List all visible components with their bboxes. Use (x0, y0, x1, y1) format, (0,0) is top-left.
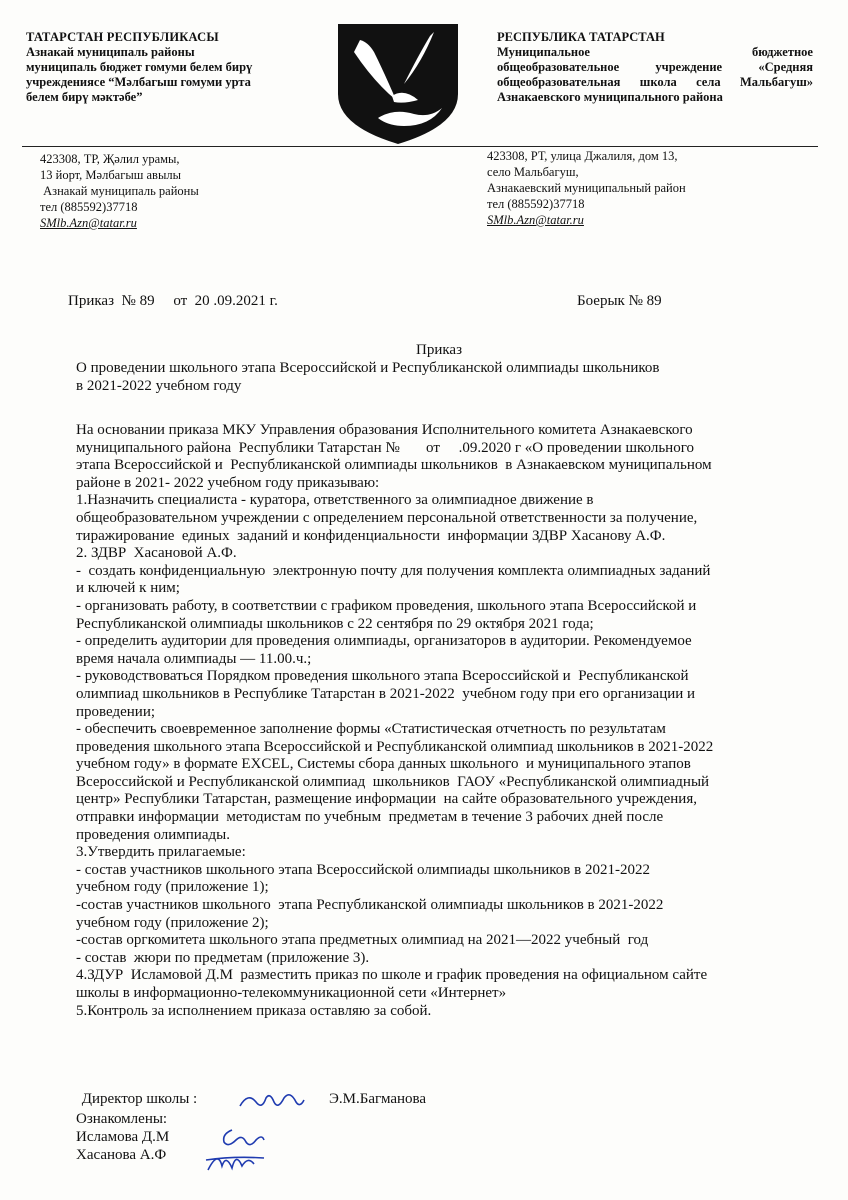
body-line: центр» Республики Татарстан, размещение информации на сайте образовательного учреждения, (76, 791, 697, 808)
address-left (40, 151, 300, 231)
body-line: -состав оргкомитета школьного этапа предметных олимпиад на 2021—2022 учебный год (76, 932, 649, 949)
emblem (334, 22, 462, 146)
header-right-line: Муниципальное бюджетное (497, 45, 813, 59)
body-line: Всероссийской и Республиканской олимпиад школьников ГАОУ «Республиканской олимпиадный (76, 773, 710, 790)
body-line: отправки информации методистам по учебным предметам в течение 3 рабочих дней после (76, 809, 664, 826)
body-line: учебном году (приложение 1); (76, 879, 269, 896)
header-right-line: общеобразовательная школа села Мальбагуш» (497, 75, 813, 89)
header-left-line: Азнакай муниципаль районы (26, 45, 195, 59)
body-line: - состав жюри по предметам (приложение 3). (76, 949, 370, 966)
body-line: - состав участников школьного этапа Всероссийской олимпиады школьников в 2021-2022 (76, 861, 650, 878)
body-line: - руководствоваться Порядком проведения школьного этапа Всероссийской и Республиканской (76, 668, 689, 685)
address-line: Азнакай муниципаль районы (40, 184, 199, 198)
subject-line: О проведении школьного этапа Всероссийской и Республиканской олимпиады школьников (76, 360, 660, 376)
body-line: 3.Утвердить прилагаемые: (76, 844, 246, 861)
acknowledged-block (76, 1111, 169, 1164)
order-number-tatar: Боерык № 89 (577, 293, 662, 309)
body-line: 4.ЗДУР Исламовой Д.М разместить приказ по школе и график проведения на официальном сайте (76, 967, 708, 984)
address-line: 13 йорт, Мәлбагыш авылы (40, 168, 181, 182)
acknowledged-name: Хасанова А.Ф (76, 1146, 167, 1163)
body-line: проведения школьного этапа Всероссийской и Республиканской олимпиад школьников в 2021-2022 (76, 738, 714, 755)
body-line: - создать конфиденциальную электронную почту для получения комплекта олимпиадных заданий (76, 562, 711, 579)
email-link-right[interactable]: SMlb.Azn@tatar.ru (487, 213, 584, 227)
signature-label: Директор школы : (78, 1091, 198, 1107)
header-left-title: ТАТАРСТАН РЕСПУБЛИКАСЫ (26, 30, 219, 44)
order-subject (76, 360, 796, 395)
body-line: 2. ЗДВР Хасановой А.Ф. (76, 545, 237, 562)
address-line: село Мальбагуш, (487, 165, 579, 179)
body-line: районе в 2021- 2022 учебном году приказываю: (76, 474, 380, 491)
body-line: этапа Всероссийской и Республиканской олимпиады школьников в Азнакаевском муниципальном (76, 457, 712, 474)
subject-line: в 2021-2022 учебном году (76, 377, 242, 394)
acknowledged-title: Ознакомлены: (76, 1111, 168, 1127)
body-line: На основании приказа МКУ Управления образования Исполнительного комитета Азнакаевского (76, 422, 693, 438)
body-line: учебном году (приложение 2); (76, 914, 269, 931)
header-right-line: Азнакаевского муниципального района (497, 90, 723, 104)
body-line: 1.Назначить специалиста - куратора, ответственного за олимпиадное движение в (76, 492, 594, 509)
order-title: Приказ (416, 342, 463, 358)
address-line: Азнакаевский муниципальный район (487, 181, 686, 195)
body-line: тиражирование единых заданий и конфиденциальности информации ЗДВР Хасанову А.Ф. (76, 527, 666, 544)
body-line: Республиканской олимпиады школьников с 22 сентября по 29 октября 2021 года; (76, 615, 594, 632)
body-line: общеобразовательном учреждении с определением персональной ответственности за получение, (76, 509, 698, 526)
director-signature-icon (236, 1088, 306, 1114)
body-line: олимпиад школьников в Республике Татарстан в 2021-2022 учебном году при его организации и (76, 685, 696, 702)
director-name: Э.М.Багманова (329, 1091, 427, 1107)
header-left-block (26, 30, 326, 105)
signature-khasanova-icon (204, 1146, 266, 1176)
body-line: и ключей к ним; (76, 580, 180, 597)
body-line: время начала олимпиады — 11.00.ч.; (76, 650, 312, 667)
body-line: школы в информационно-телекоммуникационной сети «Интернет» (76, 985, 507, 1001)
body-line: муниципального района Республики Татарстан № от .09.2020 г «О проведении школьного (76, 439, 694, 456)
address-right (487, 148, 787, 228)
body-line: 5.Контроль за исполнением приказа оставляю за собой. (76, 1002, 432, 1019)
body-line: -состав участников школьного этапа Республиканской олимпиады школьников в 2021-2022 (76, 897, 664, 914)
header-right-line: общеобразовательное учреждение «Средняя (497, 60, 813, 74)
body-line: - организовать работу, в соответствии с графиком проведения, школьного этапа Всероссийской и (76, 597, 697, 614)
bird-emblem-icon (334, 22, 462, 146)
address-line: 423308, РТ, улица Джалиля, дом 13, (487, 149, 678, 163)
header-divider (22, 146, 818, 147)
body-line: - определить аудитории для проведения олимпиады, организаторов в аудитории. Рекомендуемое (76, 633, 692, 650)
body-line: - обеспечить своевременное заполнение формы «Статистическая отчетность по результатам (76, 721, 666, 738)
order-number-date: Приказ № 89 от 20 .09.2021 г. (68, 293, 278, 309)
body-line: проведении; (76, 703, 156, 720)
body-line: учебном году» в формате EXCEL, Системы сбора данных школьного и муниципального этапов (76, 756, 691, 773)
address-line: тел (885592)37718 (487, 197, 585, 211)
address-line: тел (885592)37718 (40, 200, 138, 214)
acknowledged-name: Исламова Д.М (76, 1128, 170, 1145)
header-right-block (497, 30, 813, 105)
body-line: проведения олимпиады. (76, 826, 230, 843)
header-left-line: белем бирү мәктәбе” (26, 90, 143, 104)
order-body (76, 422, 814, 1020)
address-line: 423308, ТР, Җәлил урамы, (40, 152, 180, 166)
email-link-left[interactable]: SMlb.Azn@tatar.ru (40, 216, 137, 230)
header-left-line: учреждениясе “Мәлбагыш гомуми урта (26, 75, 251, 89)
header-left-line: муниципаль бюджет гомуми белем бирү (26, 60, 253, 74)
header-right-title: РЕСПУБЛИКА ТАТАРСТАН (497, 30, 665, 44)
